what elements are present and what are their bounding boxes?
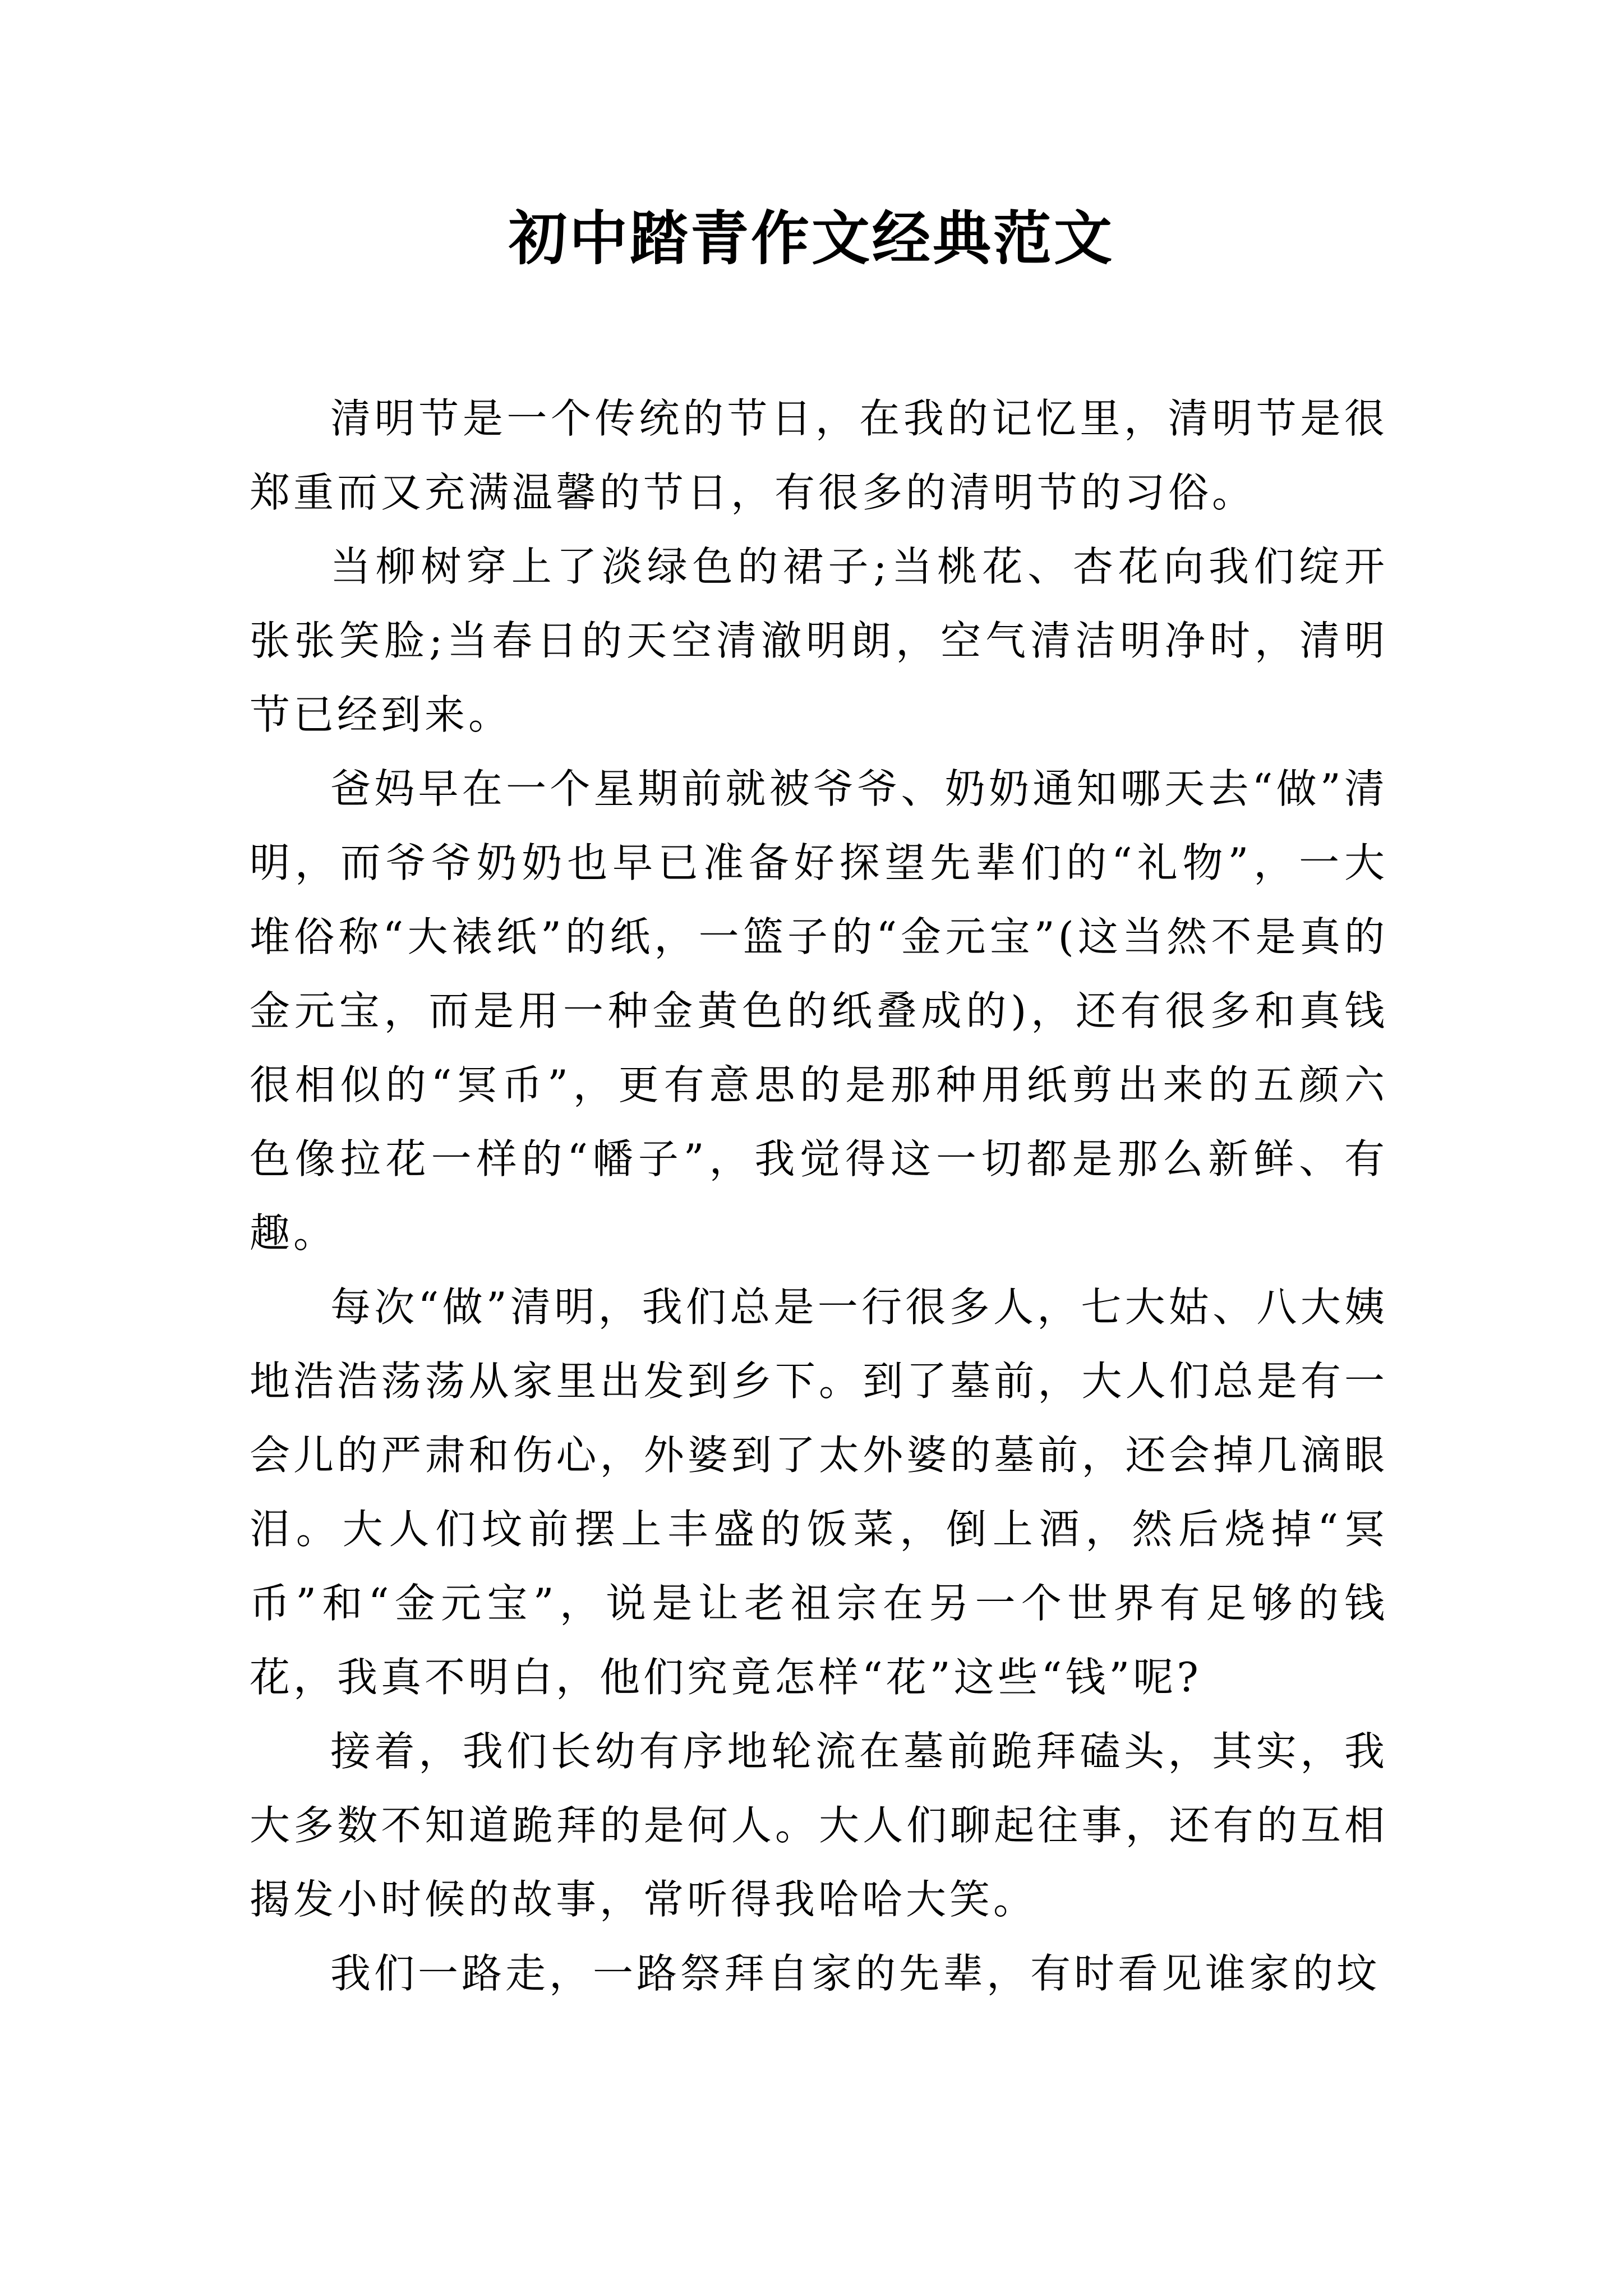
document-body bbox=[250, 381, 1388, 2010]
paragraph: 爸妈早在一个星期前就被爷爷、奶奶通知哪天去“做”清明，而爷爷奶奶也早已准备好探望先辈们的“礼物”，一大堆俗称“大裱纸”的纸，一篮子的“金元宝”(这当然不是真的金元宝，而是用一种金黄色的纸叠成的)，还有很多和真钱很相似的“冥币”，更有意思的是那种用纸剪出来的五颜六色像拉花一样的“幡子”，我觉得这一切都是那么新鲜、有趣。 bbox=[250, 765, 1388, 1257]
paragraph: 每次“做”清明，我们总是一行很多人，七大姑、八大姨地浩浩荡荡从家里出发到乡下。到了墓前，大人们总是有一会儿的严肃和伤心，外婆到了太外婆的墓前，还会掉几滴眼泪。大人们坟前摆上丰盛的饭菜，倒上酒，然后烧掉“冥币”和“金元宝”，说是让老祖宗在另一个世界有足够的钱花，我真不明白，他们究竟怎样“花”这些“钱”呢? bbox=[250, 1283, 1388, 1701]
paragraph: 清明节是一个传统的节日，在我的记忆里，清明节是很郑重而又充满温馨的节日，有很多的清明节的习俗。 bbox=[250, 395, 1388, 516]
paragraph: 当柳树穿上了淡绿色的裙子;当桃花、杏花向我们绽开张张笑脸;当春日的天空清澈明朗，空气清洁明净时，清明节已经到来。 bbox=[250, 543, 1388, 738]
paragraph: 我们一路走，一路祭拜自家的先辈，有时看见谁家的坟 bbox=[330, 1950, 1381, 1997]
paragraph: 接着，我们长幼有序地轮流在墓前跪拜磕头，其实，我大多数不知道跪拜的是何人。大人们聊起往事，还有的互相揭发小时候的故事，常听得我哈哈大笑。 bbox=[250, 1728, 1388, 1923]
document-title: 初中踏青作文经典范文 bbox=[508, 204, 1114, 273]
